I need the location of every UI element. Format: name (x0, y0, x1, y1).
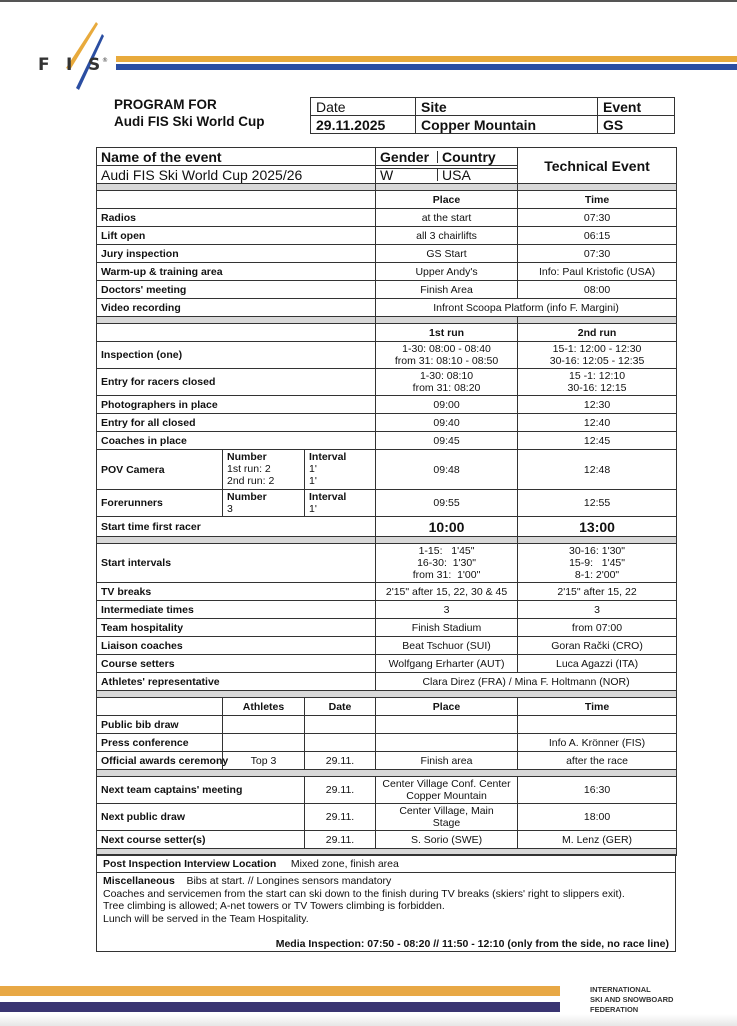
separator (97, 770, 677, 777)
miscellaneous-box: Miscellaneous Bibs at start. // Longines sensors mandatory Coaches and servicemen from the start can ski down to the finish during TV breaks (skiers' right to slippers exit). Tree climbing is allowed; A-net towers or TV Towers climbing is forbidden. Lunch will be served in the Team Hospitality. Media Inspection: 07:50 - 08:20 // 11:50 - 12:10 (only from the side, no race line) (96, 872, 676, 952)
table-row: Course setters Wolfgang Erharter (AUT) Luca Agazzi (ITA) (97, 655, 677, 673)
federation-name: INTERNATIONAL SKI AND SNOWBOARD FEDERATION (590, 985, 674, 1014)
header-blue-band (116, 64, 737, 70)
svg-text:F: F (38, 55, 50, 75)
col-date: Date (305, 698, 376, 716)
separator (97, 317, 677, 324)
media-inspection: Media Inspection: 07:50 - 08:20 // 11:50 - 12:10 (only from the side, no race line) (275, 937, 669, 950)
gender-label: Gender (376, 151, 438, 163)
col-athletes: Athletes (223, 698, 305, 716)
site-label: Site (416, 98, 598, 116)
table-row: Coaches in place 09:45 12:45 (97, 432, 677, 450)
svg-text:®: ® (102, 57, 108, 64)
misc-label: Miscellaneous (103, 875, 175, 887)
fis-logo (36, 20, 116, 90)
fis-logo-icon (36, 20, 116, 90)
separator (97, 691, 677, 698)
separator (97, 537, 677, 544)
svg-text:S: S (88, 55, 101, 75)
event-label: Event (598, 98, 675, 116)
meta-table (310, 97, 675, 134)
post-inspection-label: Post Inspection Interview Location (103, 858, 277, 870)
table-row: Lift open all 3 chairlifts 06:15 (97, 227, 677, 245)
table-row: Video recording Infront Scoopa Platform (info F. Margini) (97, 299, 677, 317)
event-name: Audi FIS Ski World Cup 2025/26 (97, 166, 376, 184)
site-value: Copper Mountain (416, 116, 598, 134)
event-name-label: Name of the event (97, 148, 376, 166)
table-row: Next team captains' meeting 29.11. Center Village Conf. Center Copper Mountain 16:30 (97, 777, 677, 804)
table-row: Forerunners Number 3 Interval 1' 09:55 12:55 (97, 490, 677, 517)
table-row: Start intervals 1-15: 1'45" 16-30: 1'30" from 31: 1'00" 30-16: 1'30" 15-9: 1'45" 8-1: 2'00" (97, 544, 677, 583)
col-place: Place (376, 191, 518, 209)
program-line-2: Audi FIS Ski World Cup (114, 114, 265, 129)
footer-shade (0, 1014, 737, 1026)
svg-text:I: I (66, 55, 73, 75)
table-row: POV Camera Number 1st run: 2 2nd run: 2 Interval 1' 1' 09:48 12:48 (97, 450, 677, 490)
table-row: Inspection (one) 1-30: 08:00 - 08:40 from 31: 08:10 - 08:50 15-1: 12:00 - 12:30 30-16: 12:05 - 12:35 (97, 342, 677, 369)
program-table (96, 147, 677, 856)
table-row: Official awards ceremony Top 3 29.11. Finish area after the race (97, 752, 677, 770)
header-gold-band (116, 56, 737, 62)
post-inspection-value: Mixed zone, finish area (290, 858, 399, 870)
table-row: Entry for all closed 09:40 12:40 (97, 414, 677, 432)
table-row: Athletes' representative Clara Direz (FRA) / Mina F. Holtmann (NOR) (97, 673, 677, 691)
table-row: Start time first racer 10:00 13:00 (97, 517, 677, 537)
event-value: GS (598, 116, 675, 134)
date-value: 29.11.2025 (311, 116, 416, 134)
col-run1: 1st run (376, 324, 518, 342)
table-row: TV breaks 2'15" after 15, 22, 30 & 45 2'15" after 15, 22 (97, 583, 677, 601)
table-row: Warm-up & training area Upper Andy's Info: Paul Kristofic (USA) (97, 263, 677, 281)
start-time-run2: 13:00 (518, 517, 677, 537)
table-row: Team hospitality Finish Stadium from 07:00 (97, 619, 677, 637)
table-row: Jury inspection GS Start 07:30 (97, 245, 677, 263)
col-place-2: Place (376, 698, 518, 716)
table-row: Press conference Info A. Krönner (FIS) (97, 734, 677, 752)
table-row: Next course setter(s) 29.11. S. Sorio (SWE) M. Lenz (GER) (97, 831, 677, 849)
program-title (114, 96, 265, 130)
gender-value: W (376, 168, 438, 181)
table-row: Intermediate times 3 3 (97, 601, 677, 619)
col-time-2: Time (518, 698, 677, 716)
table-row: Entry for racers closed 1-30: 08:10 from 31: 08:20 15 -1: 12:10 30-16: 12:15 (97, 369, 677, 396)
separator (97, 184, 677, 191)
country-value: USA (438, 168, 517, 181)
col-time: Time (518, 191, 677, 209)
footer-gold-band (0, 986, 560, 996)
table-row: Public bib draw (97, 716, 677, 734)
start-time-run1: 10:00 (376, 517, 518, 537)
table-row: Radios at the start 07:30 (97, 209, 677, 227)
program-line-1: PROGRAM FOR (114, 97, 217, 112)
table-row: Liaison coaches Beat Tschuor (SUI) Goran Rački (CRO) (97, 637, 677, 655)
date-label: Date (311, 98, 416, 116)
country-label: Country (442, 148, 496, 165)
table-row: Doctors' meeting Finish Area 08:00 (97, 281, 677, 299)
table-row: Next public draw 29.11. Center Village, Main Stage 18:00 (97, 804, 677, 831)
technical-event: Technical Event (518, 148, 677, 184)
col-run2: 2nd run (518, 324, 677, 342)
post-inspection-row (96, 854, 676, 873)
table-row: Photographers in place 09:00 12:30 (97, 396, 677, 414)
footer-blue-band (0, 1002, 560, 1012)
